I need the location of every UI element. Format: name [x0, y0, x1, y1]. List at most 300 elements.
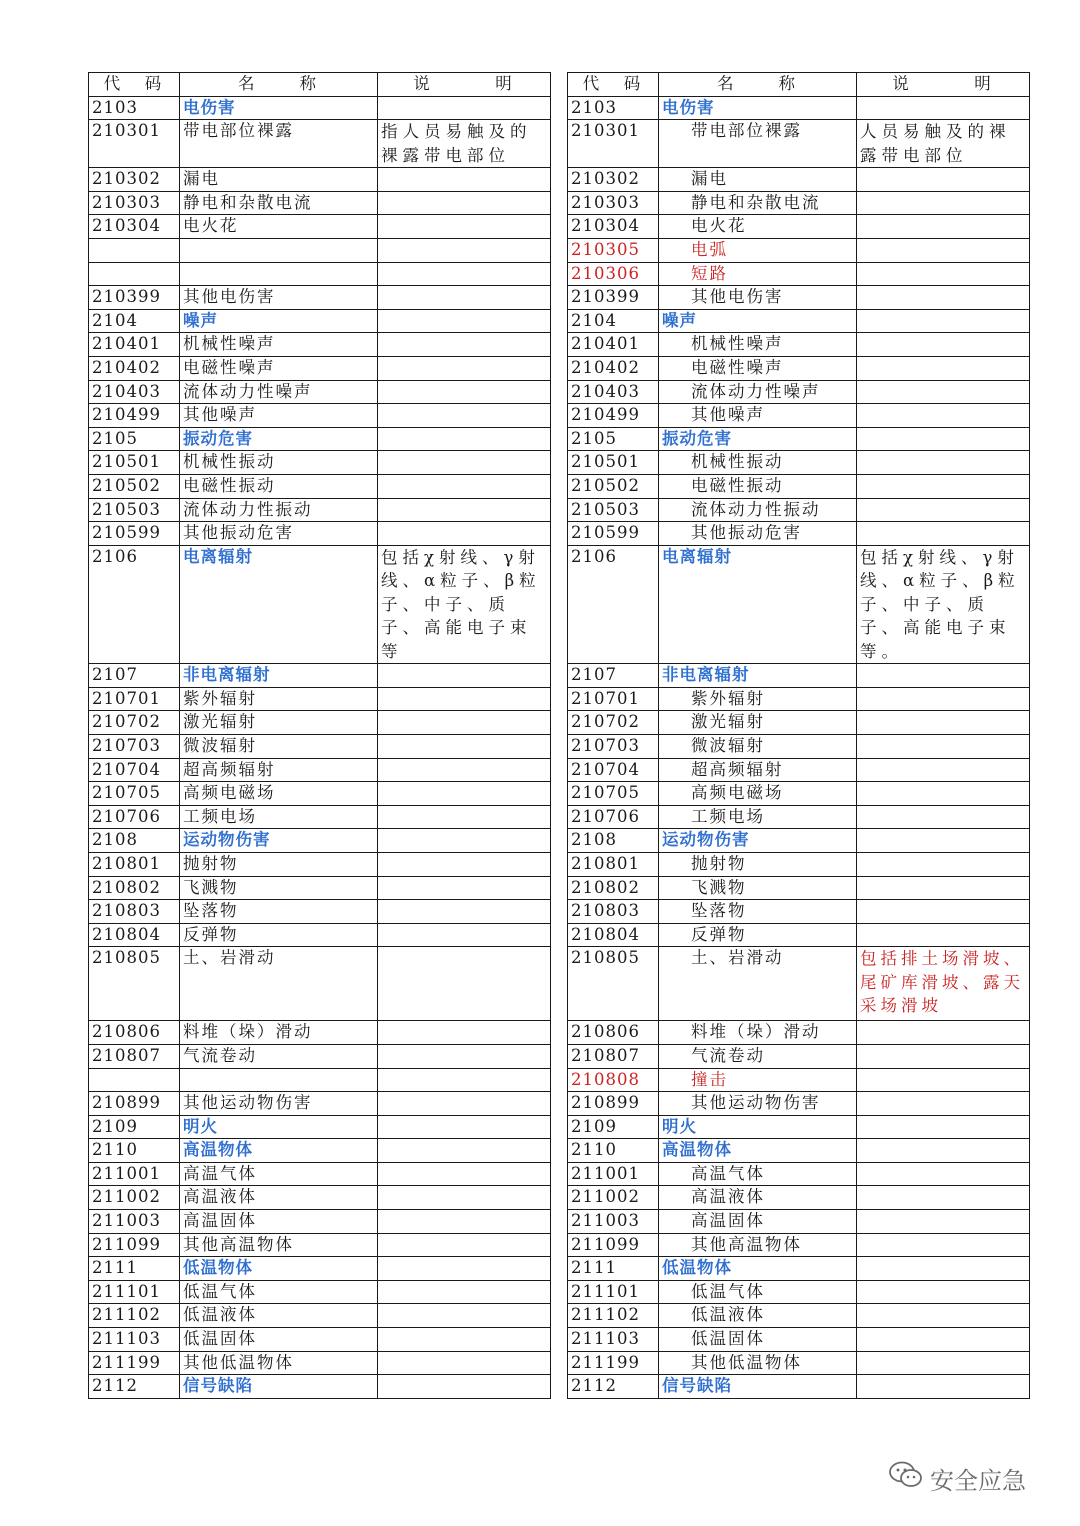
code-cell [89, 262, 180, 286]
code-cell: 210501 [568, 451, 659, 475]
description-cell [857, 734, 1030, 758]
name-cell: 微波辐射 [659, 734, 857, 758]
table-row [89, 711, 551, 735]
col-header-name: 名 称 [659, 73, 857, 97]
code-cell: 210399 [89, 286, 180, 310]
description-cell [378, 262, 551, 286]
name-cell: 明火 [180, 1115, 378, 1139]
code-cell: 210502 [89, 474, 180, 498]
table-row [89, 1044, 551, 1068]
code-cell: 2106 [568, 545, 659, 664]
table-row [89, 1186, 551, 1210]
code-cell: 210802 [568, 876, 659, 900]
table-row [89, 758, 551, 782]
description-cell [378, 168, 551, 192]
name-cell: 料堆（垛）滑动 [659, 1021, 857, 1045]
name-cell: 电磁性振动 [659, 474, 857, 498]
code-cell: 210803 [568, 900, 659, 924]
name-cell: 静电和杂散电流 [659, 191, 857, 215]
name-cell: 非电离辐射 [659, 664, 857, 688]
name-cell: 电离辐射 [659, 545, 857, 664]
description-cell [378, 380, 551, 404]
description-cell [378, 427, 551, 451]
name-cell: 高温固体 [180, 1210, 378, 1234]
code-cell: 210403 [89, 380, 180, 404]
code-cell: 210306 [568, 262, 659, 286]
code-cell: 210303 [89, 191, 180, 215]
description-cell [378, 286, 551, 310]
code-cell: 211101 [568, 1280, 659, 1304]
code-cell: 2103 [568, 96, 659, 120]
code-cell: 210305 [568, 238, 659, 262]
table-row [568, 805, 1030, 829]
left-table-body [89, 96, 551, 1398]
description-cell [378, 96, 551, 120]
table-row [89, 498, 551, 522]
description-cell [378, 474, 551, 498]
code-cell: 210703 [89, 734, 180, 758]
code-cell: 211102 [568, 1304, 659, 1328]
name-cell: 流体动力性振动 [659, 498, 857, 522]
description-cell [378, 1186, 551, 1210]
description-cell [857, 1375, 1030, 1399]
description-cell [378, 1210, 551, 1234]
code-cell: 211003 [89, 1210, 180, 1234]
name-cell: 低温液体 [180, 1304, 378, 1328]
description-cell [857, 829, 1030, 853]
description-cell [857, 1162, 1030, 1186]
code-cell: 211199 [89, 1351, 180, 1375]
name-cell: 噪声 [659, 309, 857, 333]
table-row [568, 923, 1030, 947]
code-cell: 210399 [568, 286, 659, 310]
description-cell [857, 404, 1030, 428]
description-cell: 包括χ射线、γ射线、α粒子、β粒子、中子、质子、高能电子束等。 [857, 545, 1030, 664]
description-cell [857, 238, 1030, 262]
name-cell: 振动危害 [659, 427, 857, 451]
table-row [568, 1210, 1030, 1234]
code-cell: 210702 [89, 711, 180, 735]
table-row [89, 309, 551, 333]
table-row [89, 805, 551, 829]
code-cell: 210804 [568, 923, 659, 947]
table-row [568, 1162, 1030, 1186]
description-cell [378, 238, 551, 262]
name-cell: 坠落物 [180, 900, 378, 924]
table-row [568, 474, 1030, 498]
code-cell: 2109 [89, 1115, 180, 1139]
description-cell [857, 758, 1030, 782]
table-row [89, 1328, 551, 1352]
description-cell [378, 900, 551, 924]
name-cell: 电火花 [180, 215, 378, 239]
description-cell: 包括排土场滑坡、尾矿库滑坡、露天采场滑坡 [857, 947, 1030, 1021]
description-cell [857, 380, 1030, 404]
description-cell [857, 687, 1030, 711]
description-cell [378, 734, 551, 758]
description-cell [378, 1044, 551, 1068]
name-cell: 流体动力性噪声 [659, 380, 857, 404]
description-cell [378, 876, 551, 900]
code-cell: 211003 [568, 1210, 659, 1234]
description-cell [378, 191, 551, 215]
table-row [568, 96, 1030, 120]
code-cell: 2107 [89, 664, 180, 688]
name-cell: 电磁性振动 [180, 474, 378, 498]
table-row [89, 1115, 551, 1139]
name-cell: 电弧 [659, 238, 857, 262]
code-cell [89, 238, 180, 262]
code-cell: 210804 [89, 923, 180, 947]
description-cell [857, 333, 1030, 357]
table-row [89, 404, 551, 428]
description-cell [857, 664, 1030, 688]
table-row [568, 404, 1030, 428]
description-cell [378, 947, 551, 1021]
description-cell [857, 96, 1030, 120]
table-row [89, 947, 551, 1021]
code-cell [89, 1068, 180, 1092]
name-cell: 气流卷动 [659, 1044, 857, 1068]
table-row [568, 1328, 1030, 1352]
table-row [568, 1139, 1030, 1163]
watermark-text: 安全应急 [930, 1466, 1026, 1495]
code-cell: 210807 [568, 1044, 659, 1068]
name-cell: 电伤害 [659, 96, 857, 120]
description-cell [857, 1257, 1030, 1281]
table-row [89, 1021, 551, 1045]
table-row [568, 1280, 1030, 1304]
code-cell: 2110 [89, 1139, 180, 1163]
name-cell: 高温物体 [659, 1139, 857, 1163]
table-row [89, 427, 551, 451]
code-cell: 2109 [568, 1115, 659, 1139]
table-row [568, 1304, 1030, 1328]
description-cell [378, 451, 551, 475]
description-cell [857, 1068, 1030, 1092]
name-cell: 电离辐射 [180, 545, 378, 664]
table-row [568, 664, 1030, 688]
description-cell: 人员易触及的裸露带电部位 [857, 120, 1030, 168]
code-cell: 210704 [568, 758, 659, 782]
right-table-body [568, 96, 1030, 1398]
table-row [568, 380, 1030, 404]
description-cell [857, 923, 1030, 947]
name-cell: 高温液体 [180, 1186, 378, 1210]
code-cell: 211101 [89, 1280, 180, 1304]
code-cell: 2108 [89, 829, 180, 853]
description-cell [857, 805, 1030, 829]
table-row [568, 451, 1030, 475]
description-cell [378, 923, 551, 947]
code-cell: 2104 [89, 309, 180, 333]
name-cell: 信号缺陷 [180, 1375, 378, 1399]
table-row [568, 782, 1030, 806]
table-row [89, 1280, 551, 1304]
name-cell [180, 238, 378, 262]
description-cell [857, 1210, 1030, 1234]
description-cell [378, 1162, 551, 1186]
description-cell [857, 309, 1030, 333]
name-cell: 料堆（垛）滑动 [180, 1021, 378, 1045]
code-cell: 211199 [568, 1351, 659, 1375]
col-header-code: 代 码 [89, 73, 180, 97]
table-row [568, 356, 1030, 380]
name-cell: 其他噪声 [659, 404, 857, 428]
table-row [568, 687, 1030, 711]
name-cell: 明火 [659, 1115, 857, 1139]
description-cell [857, 876, 1030, 900]
name-cell: 紫外辐射 [180, 687, 378, 711]
table-row [89, 1375, 551, 1399]
description-cell [378, 1351, 551, 1375]
code-cell: 210704 [89, 758, 180, 782]
table-row [568, 545, 1030, 664]
code-cell: 211099 [89, 1233, 180, 1257]
col-header-name: 名 称 [180, 73, 378, 97]
name-cell: 抛射物 [659, 852, 857, 876]
name-cell: 运动物伤害 [659, 829, 857, 853]
code-cell: 210499 [568, 404, 659, 428]
code-cell: 210304 [568, 215, 659, 239]
code-cell: 210503 [568, 498, 659, 522]
table-row [89, 1257, 551, 1281]
name-cell: 其他电伤害 [659, 286, 857, 310]
description-cell [378, 1115, 551, 1139]
description-cell [857, 1186, 1030, 1210]
code-cell: 211103 [89, 1328, 180, 1352]
code-cell: 210302 [89, 168, 180, 192]
table-row [568, 1257, 1030, 1281]
table-row [89, 215, 551, 239]
code-cell: 211002 [568, 1186, 659, 1210]
code-cell: 210401 [89, 333, 180, 357]
table-row [89, 238, 551, 262]
description-cell [857, 1328, 1030, 1352]
name-cell: 其他振动危害 [180, 522, 378, 546]
table-row [89, 1092, 551, 1116]
code-cell: 210401 [568, 333, 659, 357]
code-cell: 211099 [568, 1233, 659, 1257]
code-cell: 210301 [568, 120, 659, 168]
code-cell: 210801 [89, 852, 180, 876]
code-cell: 210301 [89, 120, 180, 168]
table-row [89, 664, 551, 688]
name-cell: 流体动力性噪声 [180, 380, 378, 404]
table-row [568, 191, 1030, 215]
table-row [568, 734, 1030, 758]
name-cell: 高温液体 [659, 1186, 857, 1210]
name-cell: 高温固体 [659, 1210, 857, 1234]
table-row [568, 947, 1030, 1021]
name-cell [180, 262, 378, 286]
description-cell [378, 782, 551, 806]
name-cell: 电火花 [659, 215, 857, 239]
name-cell: 信号缺陷 [659, 1375, 857, 1399]
name-cell: 机械性噪声 [180, 333, 378, 357]
name-cell: 低温物体 [180, 1257, 378, 1281]
description-cell [378, 1304, 551, 1328]
name-cell: 其他高温物体 [180, 1233, 378, 1257]
name-cell: 紫外辐射 [659, 687, 857, 711]
code-cell: 210599 [568, 522, 659, 546]
table-row [568, 1186, 1030, 1210]
name-cell: 流体动力性振动 [180, 498, 378, 522]
code-cell: 2107 [568, 664, 659, 688]
table-row [568, 262, 1030, 286]
name-cell: 电磁性噪声 [180, 356, 378, 380]
description-cell [857, 522, 1030, 546]
code-cell: 2111 [89, 1257, 180, 1281]
table-row [89, 1351, 551, 1375]
name-cell: 土、岩滑动 [180, 947, 378, 1021]
description-cell [378, 1280, 551, 1304]
name-cell: 短路 [659, 262, 857, 286]
name-cell: 振动危害 [180, 427, 378, 451]
code-cell: 210402 [568, 356, 659, 380]
code-cell: 210706 [568, 805, 659, 829]
code-cell: 2111 [568, 1257, 659, 1281]
code-cell: 210806 [89, 1021, 180, 1045]
table-row [89, 1068, 551, 1092]
table-row [568, 286, 1030, 310]
description-cell [378, 1375, 551, 1399]
code-cell: 210303 [568, 191, 659, 215]
name-cell: 激光辐射 [180, 711, 378, 735]
code-cell: 2105 [89, 427, 180, 451]
description-cell [378, 1139, 551, 1163]
name-cell: 静电和杂散电流 [180, 191, 378, 215]
wechat-icon [888, 1460, 924, 1496]
table-row [89, 96, 551, 120]
description-cell [378, 664, 551, 688]
table-row [89, 1210, 551, 1234]
description-cell [378, 309, 551, 333]
table-row [89, 120, 551, 168]
description-cell [857, 427, 1030, 451]
code-cell: 2112 [568, 1375, 659, 1399]
description-cell [857, 1280, 1030, 1304]
code-cell: 2103 [89, 96, 180, 120]
code-cell: 2108 [568, 829, 659, 853]
table-row [89, 1304, 551, 1328]
table-row [568, 876, 1030, 900]
description-cell [857, 215, 1030, 239]
description-cell [378, 805, 551, 829]
table-header-row [89, 73, 551, 97]
table-row [568, 309, 1030, 333]
description-cell [857, 168, 1030, 192]
name-cell: 其他噪声 [180, 404, 378, 428]
code-cell: 210806 [568, 1021, 659, 1045]
code-cell: 211103 [568, 1328, 659, 1352]
code-cell: 210899 [89, 1092, 180, 1116]
code-cell: 2106 [89, 545, 180, 664]
description-cell [857, 900, 1030, 924]
col-header-code: 代 码 [568, 73, 659, 97]
name-cell: 反弹物 [659, 923, 857, 947]
name-cell: 气流卷动 [180, 1044, 378, 1068]
description-cell [378, 333, 551, 357]
description-cell [857, 1304, 1030, 1328]
description-cell [378, 852, 551, 876]
watermark [888, 1458, 1048, 1498]
code-cell: 210304 [89, 215, 180, 239]
table-row [89, 852, 551, 876]
code-cell: 210701 [568, 687, 659, 711]
name-cell: 工频电场 [180, 805, 378, 829]
description-cell [378, 1068, 551, 1092]
code-cell: 210402 [89, 356, 180, 380]
description-cell [857, 1233, 1030, 1257]
table-row [89, 451, 551, 475]
name-cell: 低温气体 [180, 1280, 378, 1304]
table-row [568, 1115, 1030, 1139]
code-cell: 210705 [89, 782, 180, 806]
table-row [89, 1162, 551, 1186]
table-row [89, 474, 551, 498]
description-cell [857, 451, 1030, 475]
description-cell [378, 1021, 551, 1045]
table-row [89, 1139, 551, 1163]
name-cell: 低温液体 [659, 1304, 857, 1328]
name-cell: 机械性振动 [180, 451, 378, 475]
code-cell: 2104 [568, 309, 659, 333]
name-cell: 抛射物 [180, 852, 378, 876]
name-cell: 反弹物 [180, 923, 378, 947]
table-row [568, 1021, 1030, 1045]
code-cell: 210801 [568, 852, 659, 876]
table-row [89, 380, 551, 404]
description-cell [857, 782, 1030, 806]
table-row [568, 427, 1030, 451]
code-cell: 210805 [89, 947, 180, 1021]
description-cell [857, 1351, 1030, 1375]
name-cell: 其他振动危害 [659, 522, 857, 546]
name-cell: 飞溅物 [659, 876, 857, 900]
description-cell [378, 829, 551, 853]
table-row [568, 852, 1030, 876]
code-cell: 210899 [568, 1092, 659, 1116]
table-row [89, 262, 551, 286]
name-cell: 其他低温物体 [180, 1351, 378, 1375]
table-row [568, 522, 1030, 546]
description-cell [378, 356, 551, 380]
code-cell: 210701 [89, 687, 180, 711]
description-cell [857, 356, 1030, 380]
description-cell [857, 474, 1030, 498]
description-cell: 指人员易触及的裸露带电部位 [378, 120, 551, 168]
name-cell: 其他低温物体 [659, 1351, 857, 1375]
code-cell: 210802 [89, 876, 180, 900]
table-row [568, 1375, 1030, 1399]
description-cell [857, 1115, 1030, 1139]
table-row [89, 734, 551, 758]
description-cell [857, 286, 1030, 310]
name-cell: 低温物体 [659, 1257, 857, 1281]
table-row [89, 286, 551, 310]
name-cell: 高温气体 [659, 1162, 857, 1186]
code-cell: 210499 [89, 404, 180, 428]
name-cell: 超高频辐射 [659, 758, 857, 782]
code-cell: 211102 [89, 1304, 180, 1328]
table-row [89, 522, 551, 546]
code-cell: 210808 [568, 1068, 659, 1092]
code-cell: 210501 [89, 451, 180, 475]
description-cell [378, 758, 551, 782]
table-row [568, 168, 1030, 192]
description-cell [378, 215, 551, 239]
